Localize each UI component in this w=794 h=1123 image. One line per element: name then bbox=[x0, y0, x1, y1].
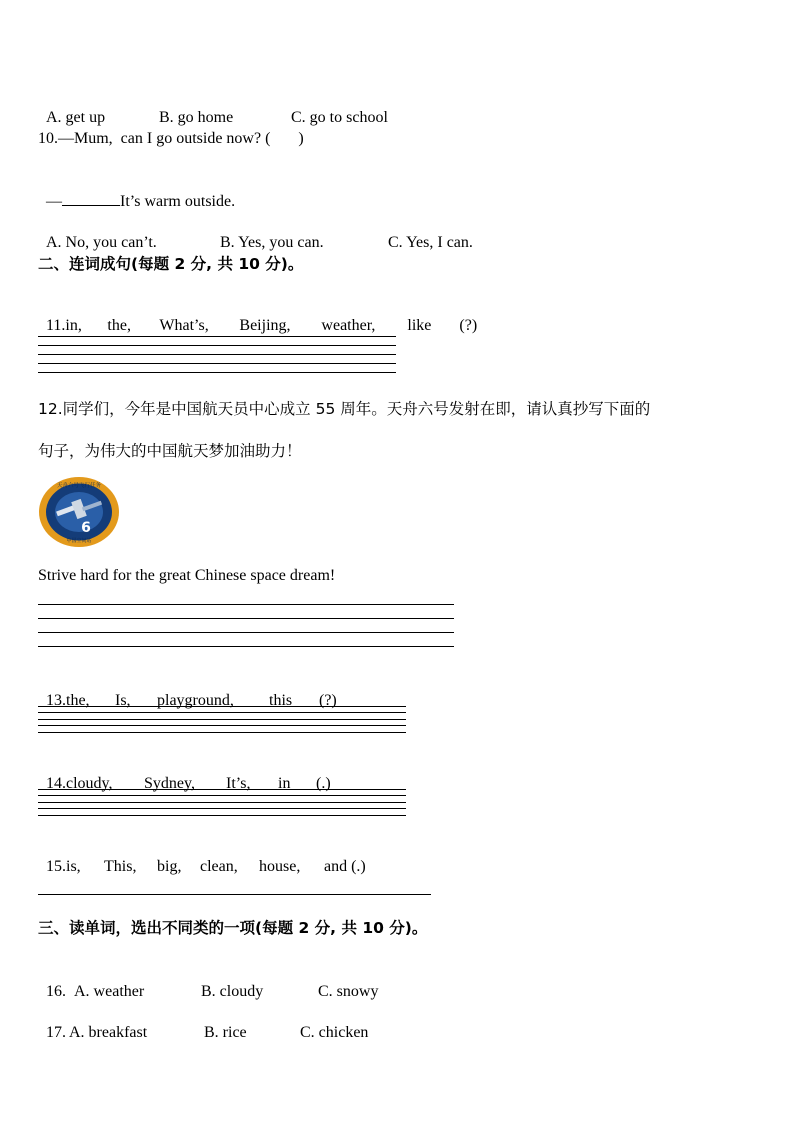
q17-option-b[interactable]: B. rice bbox=[204, 1024, 247, 1041]
logo-number: 6 bbox=[81, 520, 91, 536]
q14-writing-lines[interactable] bbox=[38, 789, 406, 815]
tianzhou-6-mission-logo bbox=[38, 476, 120, 548]
logo-bottom-label: 中国空间站 bbox=[66, 538, 92, 544]
q11-writing-lines[interactable] bbox=[38, 336, 396, 372]
q10-stem: 10.—Mum, can I go outside now? ( ) bbox=[38, 130, 304, 147]
q15-word: big, bbox=[157, 858, 182, 875]
q17-option-a[interactable]: A. breakfast bbox=[69, 1024, 148, 1041]
q14-words bbox=[38, 754, 331, 794]
q10-options bbox=[38, 213, 473, 253]
q15-word: house, bbox=[259, 858, 301, 875]
q12-instruction-line-2: 句子，为伟大的中国航天梦加油助力！ bbox=[38, 442, 302, 460]
q12-instruction-line-1: 12.同学们，今年是中国航天员中心成立 55 周年。天舟六号发射在即，请认真抄写下面的 bbox=[38, 400, 651, 418]
logo-top-label: 天舟六号飞行任务 bbox=[56, 483, 102, 489]
q10-reply-line bbox=[38, 171, 235, 212]
q16-option-b[interactable]: B. cloudy bbox=[201, 983, 264, 1000]
q10-option-b[interactable]: B. Yes, you can. bbox=[220, 234, 324, 251]
q10-reply: It’s warm outside. bbox=[120, 193, 236, 210]
q17-number: 17. bbox=[46, 1024, 66, 1041]
q9-option-a[interactable]: A. get up bbox=[46, 109, 106, 126]
q12-sentence: Strive hard for the great Chinese space dream! bbox=[38, 567, 336, 584]
q15-word: is, bbox=[66, 858, 81, 875]
section-3-heading: 三、读单词，选出不同类的一项(每题 2 分, 共 10 分)。 bbox=[38, 919, 428, 937]
q10-option-c[interactable]: C. Yes, I can. bbox=[388, 234, 473, 251]
q15-word: clean, bbox=[200, 858, 238, 875]
q11-word: the, bbox=[107, 317, 131, 334]
q13-word: the, bbox=[66, 692, 90, 709]
q14-number: 14. bbox=[46, 775, 66, 792]
q16-options bbox=[38, 962, 378, 1002]
q15-word: This, bbox=[104, 858, 137, 875]
q17-options bbox=[38, 1003, 368, 1043]
q10-answer-blank[interactable] bbox=[62, 191, 120, 206]
q13-words bbox=[38, 671, 337, 711]
q16-option-a[interactable]: A. weather bbox=[74, 983, 145, 1000]
q15-word: and (.) bbox=[324, 858, 366, 875]
q13-word: this bbox=[269, 692, 293, 709]
q13-word: (?) bbox=[319, 692, 337, 709]
q15-answer-line[interactable] bbox=[38, 894, 431, 895]
q11-number: 11. bbox=[46, 317, 66, 334]
q11-words bbox=[38, 296, 477, 336]
q16-number: 16. bbox=[46, 983, 66, 1000]
q14-word: (.) bbox=[316, 775, 331, 792]
q14-word: It’s, bbox=[226, 775, 251, 792]
q11-word: in, bbox=[65, 317, 82, 334]
q15-words bbox=[38, 837, 366, 877]
q14-word: Sydney, bbox=[144, 775, 195, 792]
q13-word: Is, bbox=[115, 692, 131, 709]
q14-word: cloudy, bbox=[66, 775, 113, 792]
q11-word: Beijing, bbox=[239, 317, 291, 334]
q10-option-a[interactable]: A. No, you can’t. bbox=[46, 234, 157, 251]
q15-number: 15. bbox=[46, 858, 66, 875]
section-2-heading: 二、连词成句(每题 2 分, 共 10 分)。 bbox=[38, 255, 304, 273]
q16-option-c[interactable]: C. snowy bbox=[318, 983, 379, 1000]
q9-option-c[interactable]: C. go to school bbox=[291, 109, 388, 126]
q11-word: What’s, bbox=[159, 317, 209, 334]
q14-word: in bbox=[278, 775, 291, 792]
q9-options bbox=[38, 88, 388, 128]
q11-word: (?) bbox=[459, 317, 478, 334]
q10-dash: — bbox=[46, 193, 62, 210]
q17-option-c[interactable]: C. chicken bbox=[300, 1024, 369, 1041]
q13-writing-lines[interactable] bbox=[38, 706, 406, 732]
q11-word: like bbox=[407, 317, 432, 334]
q11-word: weather, bbox=[321, 317, 376, 334]
q13-word: playground, bbox=[157, 692, 234, 709]
q12-writing-lines[interactable] bbox=[38, 604, 454, 646]
q9-option-b[interactable]: B. go home bbox=[159, 109, 234, 126]
q13-number: 13. bbox=[46, 692, 66, 709]
